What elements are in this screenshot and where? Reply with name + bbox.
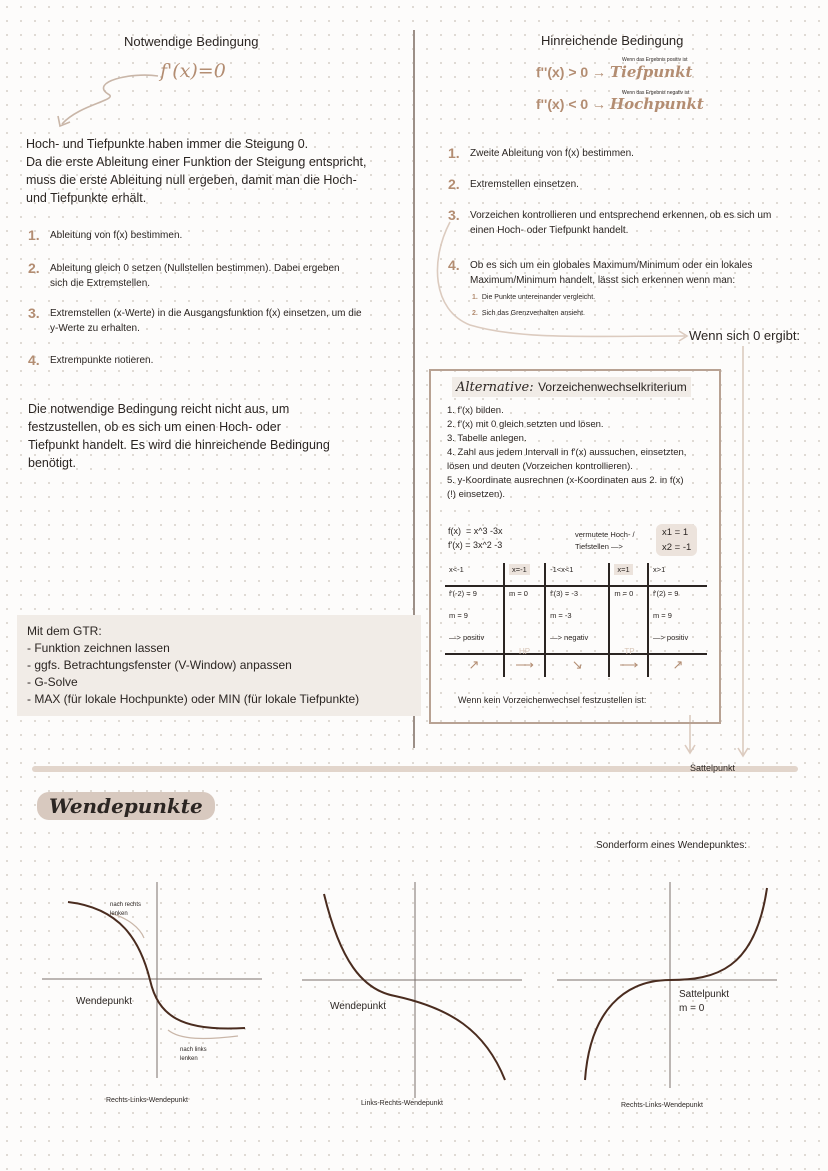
right-step-3: 3. Vorzeichen kontrollieren und entsprechend erkennen, ob es sich um einen Hoch- oder Tiefpunkt handelt. <box>448 207 772 236</box>
necessary-formula: f'(x)=0 <box>160 60 226 82</box>
tp-label: TP <box>624 647 635 656</box>
necessary-intro: Hoch- und Tiefpunkte haben immer die Steigung 0. Da die erste Ableitung einer Funktion der Steigung entspricht, muss die erste Ableitung null ergeben, damit man die Hoch- und Tiefpunkte erhält. <box>26 137 367 205</box>
arc-left <box>168 1030 238 1038</box>
sattel-label: Sattelpunkt <box>690 763 736 773</box>
cond1-result: Tiefpunkt <box>609 63 693 81</box>
g1-label: Wendepunkt <box>76 996 132 1007</box>
left-step-1: 1. Ableitung von f(x) bestimmen. <box>28 227 183 243</box>
graph-sattelpunkt <box>555 880 780 1090</box>
wende-title: Wendepunkte <box>37 792 215 820</box>
g1-rechts: nach rechts lenken <box>110 902 142 917</box>
table-row: f'(-2) = 9 m = 0 f'(3) = -3 m = 0 f'(2) = 9 <box>445 586 707 609</box>
alternative-steps: 1. f'(x) bilden. 2. f'(x) mit 0 gleich setzten und lösen. 3. Tabelle anlegen. 4. Zahl aus jedem Intervall in f'(x) aussuchen, einsetzten, lösen und deuten (Vorzeichen kontrollieren). 5. y-Koordinate ausrechnen (x-Koordinaten aus 2. in f(x) (!) einsetzen). <box>447 405 687 500</box>
guess-label: vermutete Hoch- / Tiefstellen —> <box>575 530 635 551</box>
g1-links: nach links lenken <box>180 1047 207 1062</box>
substep-1: 1. Die Punkte untereinander vergleicht. <box>472 294 596 301</box>
graph-links-rechts <box>300 880 525 1100</box>
curve <box>585 888 767 1080</box>
sonderform-label: Sonderform eines Wendepunktes: <box>596 840 748 851</box>
sign-table <box>445 563 707 677</box>
arrow-row: ↗ ⟶ ↘ ⟶ ↗ <box>445 654 707 677</box>
alternative-title: Alternative: Vorzeichenwechselkriterium <box>452 377 691 397</box>
cond1: f''(x) > 0 → Tiefpunkt <box>536 63 693 81</box>
left-step-3: 3. Extremstellen (x-Werte) in die Ausgangsfunktion f(x) einsetzen, um die y-Werte zu erhalten. <box>28 305 362 334</box>
left-step-4: 4. Extrempunkte notieren. <box>28 352 154 368</box>
gtr-box: Mit dem GTR: - Funktion zeichnen lassen - ggfs. Betrachtungsfenster (V-Window) anpassen - G-Solve - MAX (für lokale Hochpunkte) oder MIN (für lokale Tiefpunkte) <box>17 615 421 716</box>
zero-note: Wenn sich 0 ergibt: <box>689 328 801 343</box>
cond2: f''(x) < 0 → Hochpunkt <box>536 95 704 113</box>
hp-label: HP <box>519 647 531 656</box>
right-step-4: 4. Ob es sich um ein globales Maximum/Minimum oder ein lokales Maximum/Minimum handelt, lässt sich erkennen wenn man: <box>448 257 753 286</box>
cond1-note: Wenn das Ergebnis positiv ist <box>622 57 688 63</box>
left-step-2: 2. Ableitung gleich 0 setzen (Nullstellen bestimmen). Dabei ergeben sich die Extremstellen. <box>28 260 340 289</box>
table-row: —> positiv HP —> negativ TP —> positiv <box>445 631 707 654</box>
right-step-2: 2. Extremstellen einsetzen. <box>448 176 579 192</box>
graph-rechts-links <box>40 880 265 1080</box>
sign-table-header: x<-1 x=-1 -1<x<1 x=1 x>1 <box>445 563 707 586</box>
left-heading: Notwendige Bedingung <box>124 34 259 49</box>
no-sign-change-note: Wenn kein Vorzeichenwechsel festzustellen ist: <box>458 695 647 705</box>
g1-caption: Rechts-Links-Wendepunkt <box>106 1097 188 1104</box>
right-heading: Hinreichende Bedingung <box>541 33 684 48</box>
table-row: m = 9 m = -3 m = 9 <box>445 609 707 631</box>
section-divider <box>32 766 798 772</box>
g2-caption: Links-Rechts-Wendepunkt <box>361 1100 443 1107</box>
extreme-candidates: x1 = 1 x2 = -1 <box>656 524 697 556</box>
right-step-1: 1. Zweite Ableitung von f(x) bestimmen. <box>448 145 634 161</box>
g2-label: Wendepunkt <box>330 1001 386 1012</box>
g3-caption: Rechts-Links-Wendepunkt <box>621 1102 703 1109</box>
curved-arrow <box>50 68 165 130</box>
g3-label: Sattelpunkt m = 0 <box>679 989 730 1014</box>
function-definitions: f(x) = x^3 -3x f'(x) = 3x^2 -3 <box>448 526 503 550</box>
substep-2: 2. Sich das Grenzverhalten ansieht. <box>472 310 585 317</box>
cond2-result: Hochpunkt <box>609 95 704 113</box>
cond2-note: Wenn das Ergebnis negativ ist <box>622 90 690 96</box>
necessary-note: Die notwendige Bedingung reicht nicht aus, um festzustellen, ob es sich um einen Hoch- oder Tiefpunkt handelt. Es wird die hinreichende Bedingung benötigt. <box>28 402 330 470</box>
